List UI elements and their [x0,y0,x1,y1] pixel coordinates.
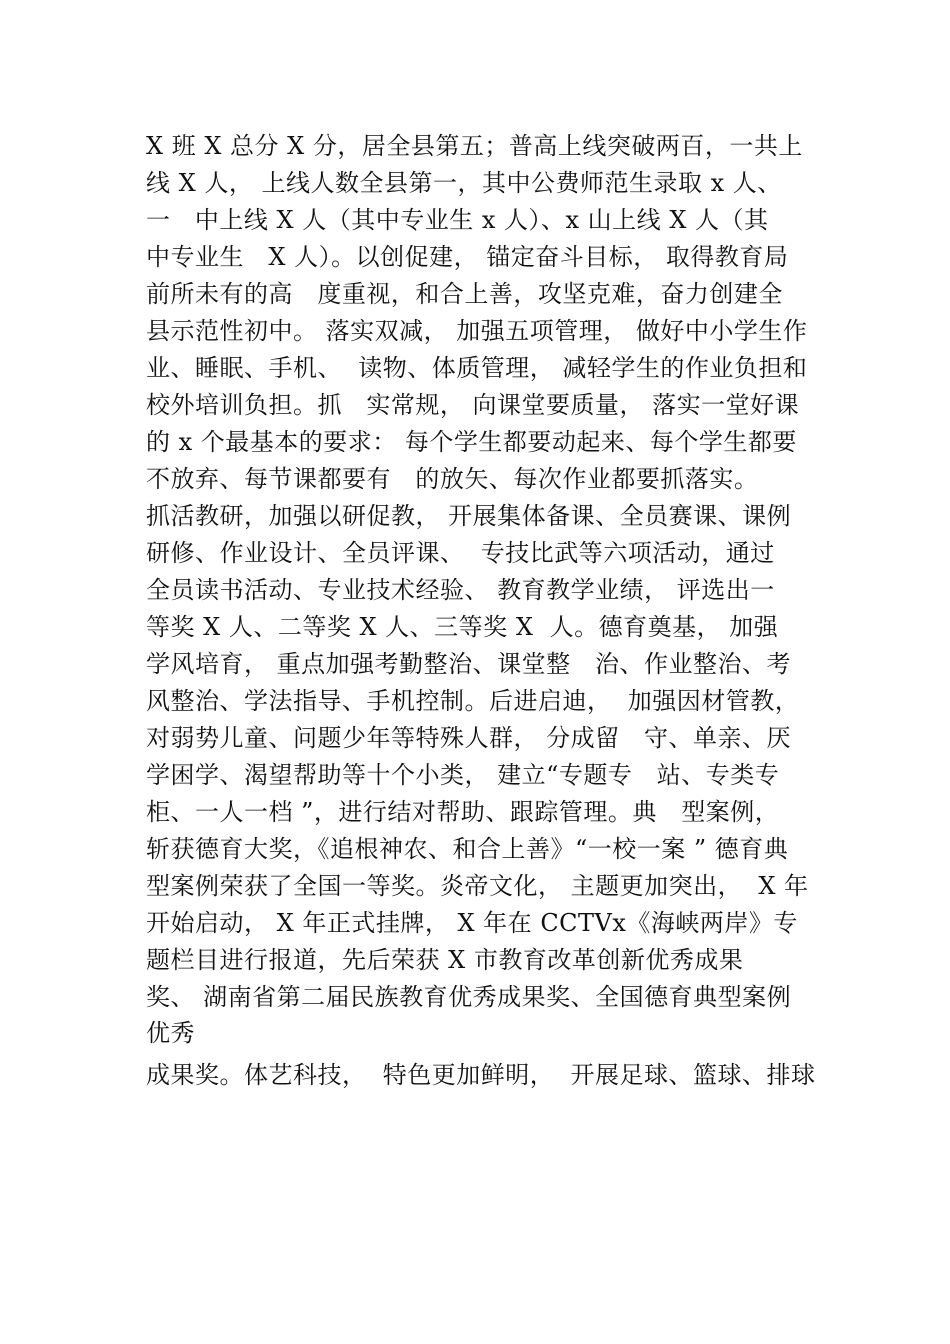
text-line: 线 X 人， 上线人数全县第一，其中公费师范生录取 x 人、 [146,169,782,197]
text-line: 题栏目进行报道，先后荣获 X 市教育改革创新优秀成果 [146,946,744,974]
text-line: X 班 X 总分 X 分，居全县第五；普高上线突破两百，一共上 [146,132,803,160]
text-line: 学困学、渴望帮助等十个小类， 建立“专题专 站、专类专 [146,761,780,789]
text-line: 研修、作业设计、全员评课、 专技比武等六项活动，通过 [146,539,775,567]
text-line: 一 中上线 X 人（其中专业生 x 人）、x 山上线 X 人（其 [146,206,769,234]
text-line: 等奖 X 人、二等奖 X 人、三等奖 X 人。德育奠基， 加强 [146,613,779,641]
text-line: 全员读书活动、专业技术经验、 教育教学业绩， 评选出一 [146,576,775,604]
text-line: 柜、一人一档 ”，进行结对帮助、跟踪管理。典 型案例， [146,798,780,826]
text-line: 斩获德育大奖，《追根神农、和合上善》“一校一案 ” 德育典 [146,835,789,863]
text-line: 县示范性初中。 落实双减， 加强五项管理， 做好中小学生作 [146,317,808,345]
text-line: 抓活教研，加强以研促教， 开展集体备课、全员赛课、课例 [146,502,792,530]
text-line: 不放弃、每节课都要有 的放矢、每次作业都要抓落实。 [146,465,759,493]
text-line: 中专业生 X 人）。以创促建， 锚定奋斗目标， 取得教育局 [146,243,789,271]
text-line: 前所未有的高 度重视，和合上善，攻坚克难，奋力创建全 [146,280,783,308]
text-line: 成果奖。体艺科技， 特色更加鲜明， 开展足球、篮球、排球 [146,1061,816,1089]
body-text [146,128,846,1094]
text-line: 优秀 [146,1019,195,1047]
text-line: 奖、 湖南省第二届民族教育优秀成果奖、全国德育典型案例 [146,983,792,1011]
text-line: 开始启动， X 年正式挂牌， X 年在 CCTVx《海峡两岸》专 [146,909,798,937]
text-line: 校外培训负担。抓 实常规， 向课堂要质量， 落实一堂好课 [146,391,800,419]
text-line: 的 x 个最基本的要求： 每个学生都要动起来、每个学生都要 [146,428,797,456]
text-line: 业、睡眠、手机、 读物、体质管理， 减轻学生的作业负担和 [146,354,808,382]
text-line: 学风培育， 重点加强考勤整治、课堂整 治、作业整治、考 [146,650,792,678]
text-line: 对弱势儿童、问题少年等特殊人群， 分成留 守、单亲、厌 [146,724,792,752]
text-line: 风整治、学法指导、手机控制。后进启迪， 加强因材管教， [146,687,800,715]
text-line: 型案例荣获了全国一等奖。炎帝文化， 主题更加突出， X 年 [146,872,809,900]
